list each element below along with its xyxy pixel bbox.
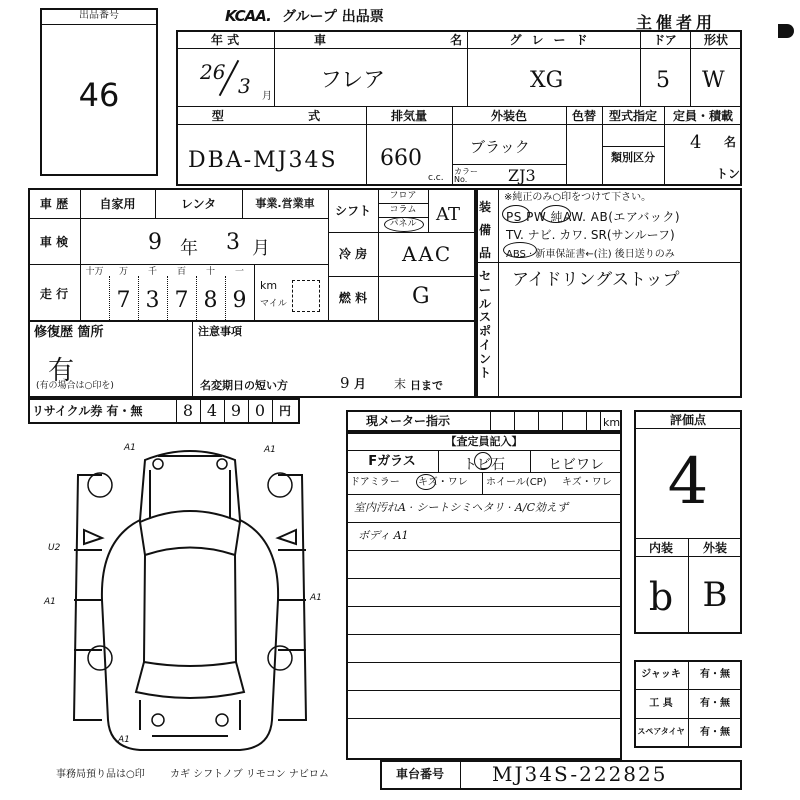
inspector-comment-1: 室内汚れA · シートシミヘタリ · A/C効えず [354, 501, 568, 514]
exterior-label: 外装 [702, 541, 727, 555]
model-value: DBA-MJ34S [188, 148, 338, 173]
headlight-left [153, 459, 163, 469]
car-left-side [74, 475, 102, 720]
displacement-value: 660 [380, 146, 422, 171]
exterior-label: 外装色 [490, 109, 527, 123]
sales-point-label: セールスポイント [479, 269, 492, 380]
km-label: km [260, 279, 278, 292]
office-items: カギ シフトノブ リモコン ナビロム [170, 769, 329, 780]
shaken-year-value: 9 [148, 230, 162, 255]
fuel-label: 燃 料 [338, 291, 368, 305]
deadline-month-unit: 月 [354, 377, 367, 391]
displacement-unit: c.c. [428, 173, 444, 183]
diagram-mark-front-right: A1 [264, 445, 276, 455]
year-value: 26 [200, 60, 226, 84]
car-trunk-lines [140, 700, 240, 736]
digit-label-100k: 十万 [85, 267, 104, 277]
meter-unit: km [603, 416, 621, 429]
deadline-month: 9 [340, 374, 350, 392]
ac-label: 冷 房 [338, 247, 368, 261]
equipment-line-3: ABS · 新車保証書←(注) 後日送りのみ [506, 249, 675, 260]
mirror-label: ドアミラー [350, 477, 400, 488]
jack-value: 有・無 [700, 669, 730, 680]
score-label: 評価点 [669, 413, 706, 427]
history-option-rental: レンタ [180, 197, 217, 211]
capacity-label: 定員・積載 [672, 109, 733, 123]
meter-label: 現メーター指示 [366, 414, 451, 428]
repair-label: 修復歴 箇所 [34, 325, 104, 340]
taillight-left [152, 714, 164, 726]
mileage-digit-4: 8 [203, 288, 218, 313]
car-roof [144, 555, 236, 662]
recycle-digit-3: 0 [254, 401, 266, 420]
digit-label-100: 百 [176, 267, 186, 277]
mirror-damage-circle [416, 474, 436, 490]
class-label: 類別区分 [611, 151, 655, 164]
shift-option-floor: フロア [389, 191, 417, 201]
logo: KCAA. [225, 7, 271, 25]
grade-label: グレード [509, 33, 598, 47]
tool-label: 工 具 [649, 698, 673, 709]
equipment-note: ※純正のみ○印をつけて下さい。 [504, 192, 652, 203]
shift-option-column: コラム [389, 205, 417, 215]
wheel-front-right [268, 473, 292, 497]
ac-value: AAC [402, 242, 453, 266]
exterior-value: B [702, 575, 728, 615]
inspector-header: 【査定員記入】 [445, 435, 523, 448]
diagram-mark-right-door: A1 [310, 593, 322, 603]
load-unit: トン [716, 167, 741, 181]
month-unit: 月 [262, 91, 272, 102]
exterior-value: ブラック [470, 138, 530, 156]
car-name-value: フレア [320, 68, 386, 93]
lot-number-value: 46 [78, 76, 120, 114]
shaken-month-unit: 月 [252, 238, 270, 259]
form-title: グループ 出品票 [281, 9, 384, 25]
grade-value: XG [530, 68, 564, 93]
equipment-label: 装備品 [479, 200, 492, 260]
taillight-right [216, 714, 228, 726]
car-diagram [40, 430, 340, 760]
fuel-value: G [412, 284, 430, 309]
equipment-pw-circle [541, 205, 571, 223]
hibi-label: ヒビワレ [548, 457, 604, 473]
mile-checkbox [292, 280, 320, 312]
shaken-month-value: 3 [226, 230, 240, 255]
jack-label: ジャッキ [641, 669, 681, 680]
name-label: 車 名 [314, 33, 523, 47]
diagram-mark-left-mirror: U2 [48, 543, 61, 553]
capacity-value: 4 [690, 132, 702, 153]
diagram-mark-left-door: A1 [44, 597, 56, 607]
car-rear-window [136, 662, 244, 698]
chassis-label: 車台番号 [395, 767, 444, 781]
deadline-label: 名変期日の短い方 [200, 379, 288, 392]
equipment-line-2: TV. ナビ. カワ. SR(サンルーフ) [506, 228, 675, 242]
equipment-line-1: PS PW 純AW. AB(エアバック) [506, 210, 681, 224]
shape-label: 形状 [703, 33, 728, 47]
recycle-label: リサイクル券 有・無 [32, 404, 143, 418]
month-value: 3 [238, 74, 251, 98]
shift-option-panel: パネル [389, 219, 417, 229]
spare-label: スペアタイヤ [637, 727, 685, 736]
car-windshield [140, 511, 240, 555]
inspector-comment-2: ボディ A1 [358, 529, 409, 542]
mileage-digit-1: 7 [116, 288, 131, 313]
equipment-ps-circle [502, 205, 530, 223]
digit-label-10k: 万 [118, 267, 128, 277]
history-option-private: 自家用 [99, 197, 136, 211]
organizer-label: 主催者用 [636, 13, 717, 32]
recycle-unit: 円 [278, 404, 291, 418]
deadline-day-unit: 日まで [410, 379, 443, 392]
mirror-damage-label: キズ・ワレ [418, 477, 468, 488]
shift-panel-circle [384, 217, 424, 232]
tool-value: 有・無 [700, 698, 730, 709]
wheel-damage-label: キズ・ワレ [562, 477, 612, 488]
fglass-label: Fガラス [368, 454, 416, 469]
wheel-label: ホイール(CP) [486, 477, 547, 488]
color-no-label: カラーNo. [454, 167, 478, 184]
spare-value: 有・無 [700, 727, 730, 738]
type-designation-label: 型式指定 [608, 109, 657, 123]
interior-label: 内装 [648, 541, 673, 555]
recycle-digit-2: 9 [230, 401, 242, 420]
capacity-unit: 名 [724, 135, 737, 149]
year-label: 年 式 [210, 33, 240, 47]
mileage-label: 走 行 [39, 287, 69, 301]
digit-label-1k: 千 [147, 267, 157, 277]
recycle-digit-1: 4 [206, 401, 218, 420]
lot-number-label: 出品番号 [79, 10, 119, 21]
model-label: 型 式 [211, 109, 361, 123]
car-door-lines [74, 550, 306, 650]
mileage-digit-2: 3 [145, 288, 160, 313]
repair-value: 有 [48, 356, 75, 386]
shaken-label: 車 検 [39, 235, 69, 249]
car-hood-lines [150, 456, 230, 518]
color-no-value: ZJ3 [508, 166, 536, 185]
notice-label: 注意事項 [198, 325, 242, 338]
history-label: 車 歴 [39, 197, 69, 211]
equipment-abs-circle [503, 242, 537, 258]
car-right-side [278, 475, 306, 720]
shift-value: AT [436, 204, 461, 225]
color-replace-label: 色替 [571, 109, 596, 123]
diagram-mark-rear: A1 [118, 735, 130, 745]
doors-value: 5 [656, 68, 670, 93]
digit-label-1: 一 [234, 267, 244, 277]
mileage-digit-5: 9 [232, 288, 247, 313]
office-note: 事務局預り品は○印 [56, 769, 145, 780]
diagram-mark-front-top: A1 [124, 443, 136, 453]
mileage-digit-3: 7 [174, 288, 189, 313]
corner-mark [778, 24, 794, 38]
sales-point-value: アイドリングストップ [512, 270, 680, 290]
headlight-right [217, 459, 227, 469]
wheel-front-left [88, 473, 112, 497]
shape-value: W [702, 68, 725, 93]
car-body-outline [102, 451, 278, 750]
displacement-label: 排気量 [390, 109, 427, 123]
header-bar [225, 6, 485, 26]
repair-note: (有の場合は○印を) [36, 381, 114, 391]
doors-label: ドア [653, 33, 677, 47]
recycle-digit-0: 8 [182, 401, 194, 420]
tobi-circle [474, 452, 492, 470]
mile-label: マイル [260, 299, 287, 309]
chassis-value: MJ34S-222825 [492, 762, 668, 786]
score-value: 4 [667, 445, 709, 519]
tobi-label: トビ石 [463, 457, 505, 473]
shift-label: シフト [334, 204, 371, 218]
shaken-year-unit: 年 [180, 238, 198, 259]
deadline-day: 末 [394, 377, 407, 391]
interior-value: b [648, 575, 674, 619]
history-option-business: 事業.営業車 [255, 197, 315, 210]
digit-label-10: 十 [205, 267, 215, 277]
